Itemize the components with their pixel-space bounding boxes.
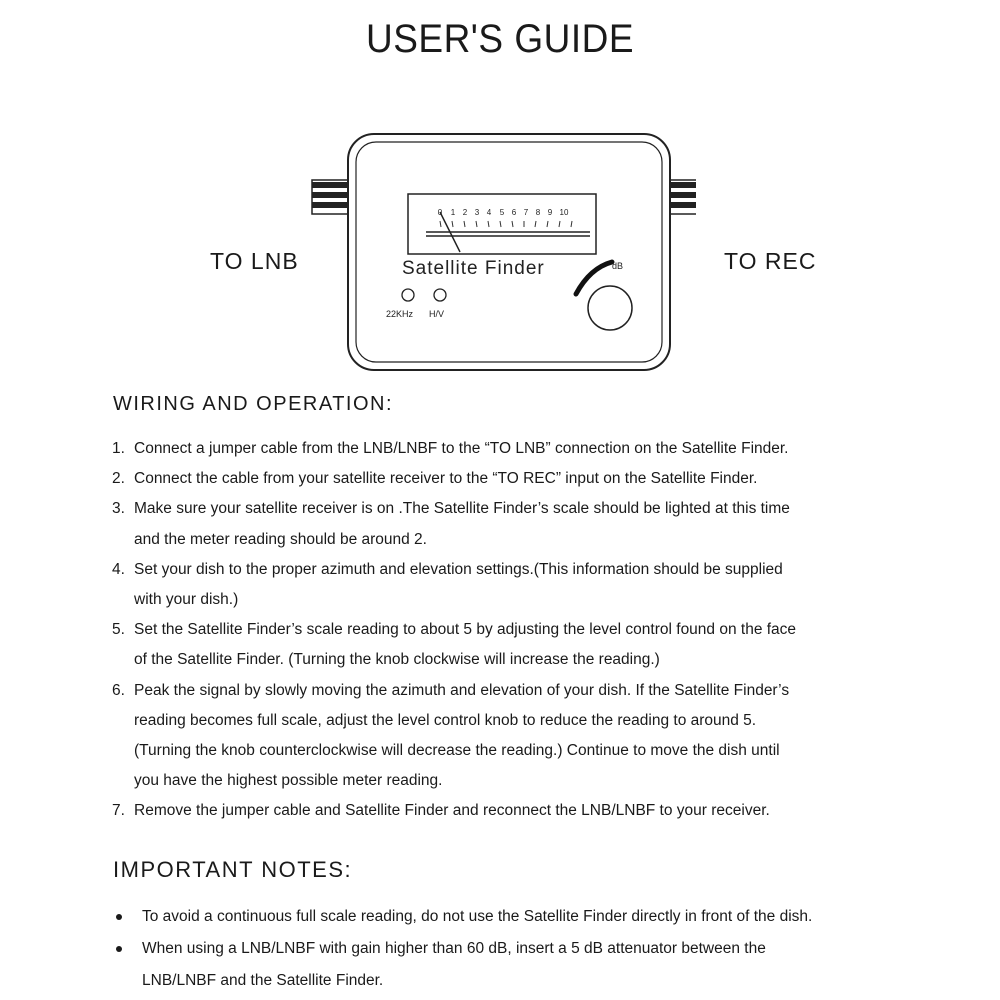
step-number: 6. xyxy=(112,681,125,699)
step-number: 7. xyxy=(112,802,125,820)
rec-connector xyxy=(670,180,696,214)
step-text: Set the Satellite Finder’s scale reading to about 5 by adjusting the level control found on the face of the Satellite Finder. (Turning the knob clockwise will increase the reading.) xyxy=(134,621,797,669)
to-rec-label: TO REC xyxy=(724,248,817,274)
step-text: Remove the jumper cable and Satellite Finder and reconnect the LNB/LNBF to your receiver. xyxy=(134,802,770,820)
wiring-step xyxy=(112,494,902,554)
page-title: USER'S GUIDE xyxy=(366,16,634,61)
led-22khz xyxy=(402,289,414,301)
led-hv xyxy=(434,289,446,301)
scale-number: 10 xyxy=(559,208,569,217)
scale-number: 5 xyxy=(499,208,505,217)
wiring-step xyxy=(112,615,902,675)
device-outline xyxy=(300,128,696,378)
note-text: When using a LNB/LNBF with gain higher than 60 dB, insert a 5 dB attenuator between the LNB/LNBF and the Satellite Finder. xyxy=(142,940,766,989)
note-text: To avoid a continuous full scale reading, do not use the Satellite Finder directly in front of the dish. xyxy=(142,908,813,925)
step-text: Connect a jumper cable from the LNB/LNBF to the “TO LNB” connection on the Satellite Finder. xyxy=(134,440,789,457)
wiring-step xyxy=(112,796,902,826)
step-number: 1. xyxy=(112,440,125,457)
step-number: 3. xyxy=(112,500,125,518)
step-number: 4. xyxy=(112,560,125,578)
wiring-step xyxy=(112,555,902,615)
scale-number: 3 xyxy=(474,208,480,217)
scale-number: 7 xyxy=(523,208,529,217)
device-name: Satellite Finder xyxy=(402,258,545,279)
step-text: Peak the signal by slowly moving the azimuth and elevation of your dish. If the Satellite Finder’s reading becomes full scale, adjust the level control knob to reduce the reading to around 5. (Turning the knob counterclockwise will decrease the reading.) Continue to move the dish until you have the highest possible meter reading. xyxy=(134,681,790,790)
wiring-step xyxy=(112,676,902,797)
db-label: dB xyxy=(612,261,624,271)
step-text: Make sure your satellite receiver is on .The Satellite Finder’s scale should be lighted at this time and the meter reading should be around 2. xyxy=(134,500,790,548)
wiring-heading: WIRING AND OPERATION: xyxy=(113,393,394,415)
wiring-step xyxy=(112,464,902,494)
step-number: 5. xyxy=(112,621,125,639)
lnb-connector xyxy=(312,180,348,214)
meter-window xyxy=(408,194,596,254)
to-lnb-label: TO LNB xyxy=(210,248,299,274)
scale-number: 8 xyxy=(535,208,541,217)
step-number: 2. xyxy=(112,470,125,488)
notes-list xyxy=(112,901,902,997)
indicator-22khz-label: 22KHz xyxy=(386,309,414,319)
step-text: Set your dish to the proper azimuth and elevation settings.(This information should be supplied with your dish.) xyxy=(134,560,783,609)
indicator-hv-label: H/V xyxy=(429,309,445,319)
notes-heading: IMPORTANT NOTES: xyxy=(113,857,353,882)
wiring-steps-list xyxy=(112,434,902,827)
bullet-icon xyxy=(116,946,122,952)
note-item xyxy=(112,933,902,997)
scale-number: 1 xyxy=(450,208,456,217)
bullet-icon xyxy=(116,914,122,920)
scale-number: 9 xyxy=(547,208,553,217)
scale-number: 0 xyxy=(437,208,443,217)
wiring-step xyxy=(112,434,902,464)
note-item xyxy=(112,901,902,933)
step-text: Connect the cable from your satellite receiver to the “TO REC” input on the Satellite Finder. xyxy=(134,470,758,488)
satellite-finder-diagram xyxy=(300,128,696,378)
level-knob xyxy=(588,286,632,330)
scale-number: 2 xyxy=(462,208,468,217)
scale-number: 4 xyxy=(486,208,492,217)
scale-number: 6 xyxy=(511,208,517,217)
